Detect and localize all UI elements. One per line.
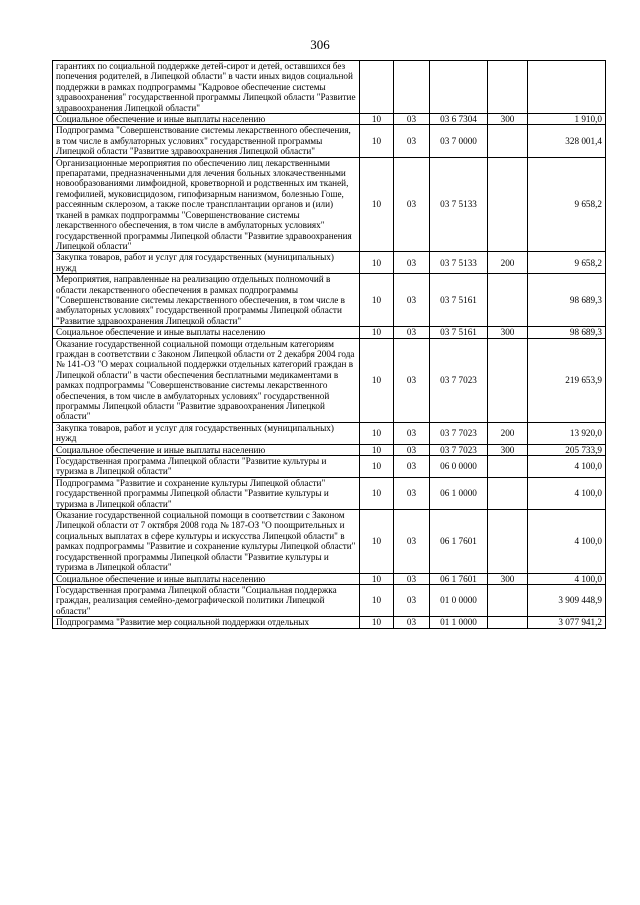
row-name-cell: Мероприятия, направленные на реализацию отдельных полномочий в области лекарственного обеспечения в рамках подпрограммы "Совершенствование системы лекарственного обеспечения, в том числе в амбулаторных условиях" государственной программы Липецкой области "Развитие здравоохранения Липецкой области" [53,274,360,327]
target-article-cell: 03 7 5161 [430,274,488,327]
expense-type-cell [488,584,528,616]
section-code-cell: 10 [360,444,394,455]
expense-type-cell [488,477,528,509]
section-code-cell: 10 [360,274,394,327]
table-row [53,477,606,509]
table-row [53,327,606,338]
section-code-cell: 10 [360,477,394,509]
row-name-cell: Социальное обеспечение и иные выплаты населению [53,114,360,125]
subsection-code-cell: 03 [394,422,430,444]
amount-cell: 13 920,0 [528,422,606,444]
target-article-cell: 06 1 7601 [430,573,488,584]
amount-cell: 205 733,9 [528,444,606,455]
subsection-code-cell: 03 [394,252,430,274]
section-code-cell: 10 [360,573,394,584]
section-code-cell [360,61,394,114]
table-row [53,157,606,252]
subsection-code-cell: 03 [394,573,430,584]
budget-table [52,60,606,629]
subsection-code-cell: 03 [394,510,430,573]
subsection-code-cell: 03 [394,456,430,478]
table-row [53,61,606,114]
section-code-cell: 10 [360,327,394,338]
expense-type-cell: 300 [488,444,528,455]
section-code-cell: 10 [360,617,394,628]
section-code-cell: 10 [360,456,394,478]
subsection-code-cell: 03 [394,584,430,616]
target-article-cell: 03 7 0000 [430,125,488,157]
row-name-cell: гарантиях по социальной поддержке детей-сирот и детей, оставшихся без попечения родителей, в Липецкой области" в части иных видов социальной поддержки в рамках подпрограммы "Кадровое обеспечение системы здравоохранения" государственной программы Липецкой области "Развитие здравоохранения Липецкой области" [53,61,360,114]
target-article-cell: 06 1 0000 [430,477,488,509]
table-row [53,274,606,327]
expense-type-cell: 300 [488,114,528,125]
row-name-cell: Организационные мероприятия по обеспечению лиц лекарственными препаратами, предназначенными для лечения больных злокачественными новообразованиями лимфоидной, кроветворной и родственных им тканей, гемофилией, муковисцидозом, гипофизарным нанизмом, болезнью Гоше, рассеянным склерозом, а также после трансплантации органов и (или) тканей в рамках подпрограммы "Совершенствование системы лекарственного обеспечения, в том числе в амбулаторных условиях" государственной программы Липецкой области "Развитие здравоохранения Липецкой области" [53,157,360,252]
amount-cell: 328 001,4 [528,125,606,157]
amount-cell: 4 100,0 [528,573,606,584]
row-name-cell: Подпрограмма "Совершенствование системы лекарственного обеспечения, в том числе в амбулаторных условиях" государственной программы Липецкой области "Развитие здравоохранения Липецкой области" [53,125,360,157]
table-row [53,125,606,157]
amount-cell: 4 100,0 [528,510,606,573]
expense-type-cell: 200 [488,422,528,444]
target-article-cell: 06 1 7601 [430,510,488,573]
amount-cell: 3 909 448,9 [528,584,606,616]
target-article-cell: 03 7 7023 [430,444,488,455]
section-code-cell: 10 [360,338,394,422]
expense-type-cell: 300 [488,327,528,338]
table-row [53,114,606,125]
row-name-cell: Социальное обеспечение и иные выплаты населению [53,444,360,455]
subsection-code-cell: 03 [394,444,430,455]
page-number: 306 [310,37,330,52]
expense-type-cell [488,617,528,628]
target-article-cell [430,61,488,114]
budget-table-body [53,61,606,629]
expense-type-cell: 300 [488,573,528,584]
row-name-cell: Подпрограмма "Развитие мер социальной поддержки отдельных [53,617,360,628]
amount-cell: 4 100,0 [528,456,606,478]
row-name-cell: Социальное обеспечение и иные выплаты населению [53,327,360,338]
expense-type-cell [488,510,528,573]
expense-type-cell [488,61,528,114]
row-name-cell: Закупка товаров, работ и услуг для государственных (муниципальных) нужд [53,422,360,444]
table-row [53,584,606,616]
table-row [53,252,606,274]
table-row [53,338,606,422]
row-name-cell: Государственная программа Липецкой области "Социальная поддержка граждан, реализация семейно-демографической политики Липецкой области" [53,584,360,616]
target-article-cell: 01 0 0000 [430,584,488,616]
target-article-cell: 03 7 5133 [430,252,488,274]
amount-cell: 9 658,2 [528,157,606,252]
amount-cell: 9 658,2 [528,252,606,274]
target-article-cell: 03 7 5161 [430,327,488,338]
subsection-code-cell: 03 [394,617,430,628]
amount-cell: 3 077 941,2 [528,617,606,628]
amount-cell: 1 910,0 [528,114,606,125]
table-row [53,422,606,444]
subsection-code-cell: 03 [394,477,430,509]
row-name-cell: Подпрограмма "Развитие и сохранение культуры Липецкой области" государственной программы Липецкой области "Развитие культуры и туризма в Липецкой области" [53,477,360,509]
section-code-cell: 10 [360,125,394,157]
section-code-cell: 10 [360,157,394,252]
subsection-code-cell [394,61,430,114]
table-row [53,617,606,628]
subsection-code-cell: 03 [394,125,430,157]
target-article-cell: 03 7 7023 [430,422,488,444]
row-name-cell: Оказание государственной социальной помощи в соответствии с Законом Липецкой области от 7 октября 2008 года № 187-ОЗ "О поощрительных и социальных выплатах в сфере культуры и искусства Липецкой области" в рамках подпрограммы "Развитие и сохранение культуры Липецкой области" государственной программы Липецкой области "Развитие культуры и туризма в Липецкой области" [53,510,360,573]
subsection-code-cell: 03 [394,327,430,338]
amount-cell: 4 100,0 [528,477,606,509]
amount-cell: 98 689,3 [528,274,606,327]
target-article-cell: 01 1 0000 [430,617,488,628]
target-article-cell: 03 7 7023 [430,338,488,422]
target-article-cell: 03 6 7304 [430,114,488,125]
amount-cell: 219 653,9 [528,338,606,422]
section-code-cell: 10 [360,510,394,573]
row-name-cell: Социальное обеспечение и иные выплаты населению [53,573,360,584]
expense-type-cell: 200 [488,252,528,274]
amount-cell [528,61,606,114]
expense-type-cell [488,125,528,157]
section-code-cell: 10 [360,252,394,274]
subsection-code-cell: 03 [394,114,430,125]
expense-type-cell [488,157,528,252]
row-name-cell: Закупка товаров, работ и услуг для государственных (муниципальных) нужд [53,252,360,274]
expense-type-cell [488,338,528,422]
target-article-cell: 06 0 0000 [430,456,488,478]
expense-type-cell [488,456,528,478]
subsection-code-cell: 03 [394,338,430,422]
subsection-code-cell: 03 [394,157,430,252]
expense-type-cell [488,274,528,327]
table-row [53,456,606,478]
amount-cell: 98 689,3 [528,327,606,338]
target-article-cell: 03 7 5133 [430,157,488,252]
table-row [53,510,606,573]
subsection-code-cell: 03 [394,274,430,327]
section-code-cell: 10 [360,584,394,616]
row-name-cell: Государственная программа Липецкой области "Развитие культуры и туризма в Липецкой области" [53,456,360,478]
table-row [53,573,606,584]
row-name-cell: Оказание государственной социальной помощи отдельным категориям граждан в соответствии с Законом Липецкой области от 2 декабря 2004 года № 141-ОЗ "О мерах социальной поддержки отдельных категорий граждан в Липецкой области" в части обеспечения бесплатными медикаментами в рамках подпрограммы "Совершенствование системы лекарственного обеспечения, в том числе в амбулаторных условиях" государственной программы Липецкой области "Развитие здравоохранения Липецкой области" [53,338,360,422]
section-code-cell: 10 [360,114,394,125]
table-row [53,444,606,455]
section-code-cell: 10 [360,422,394,444]
